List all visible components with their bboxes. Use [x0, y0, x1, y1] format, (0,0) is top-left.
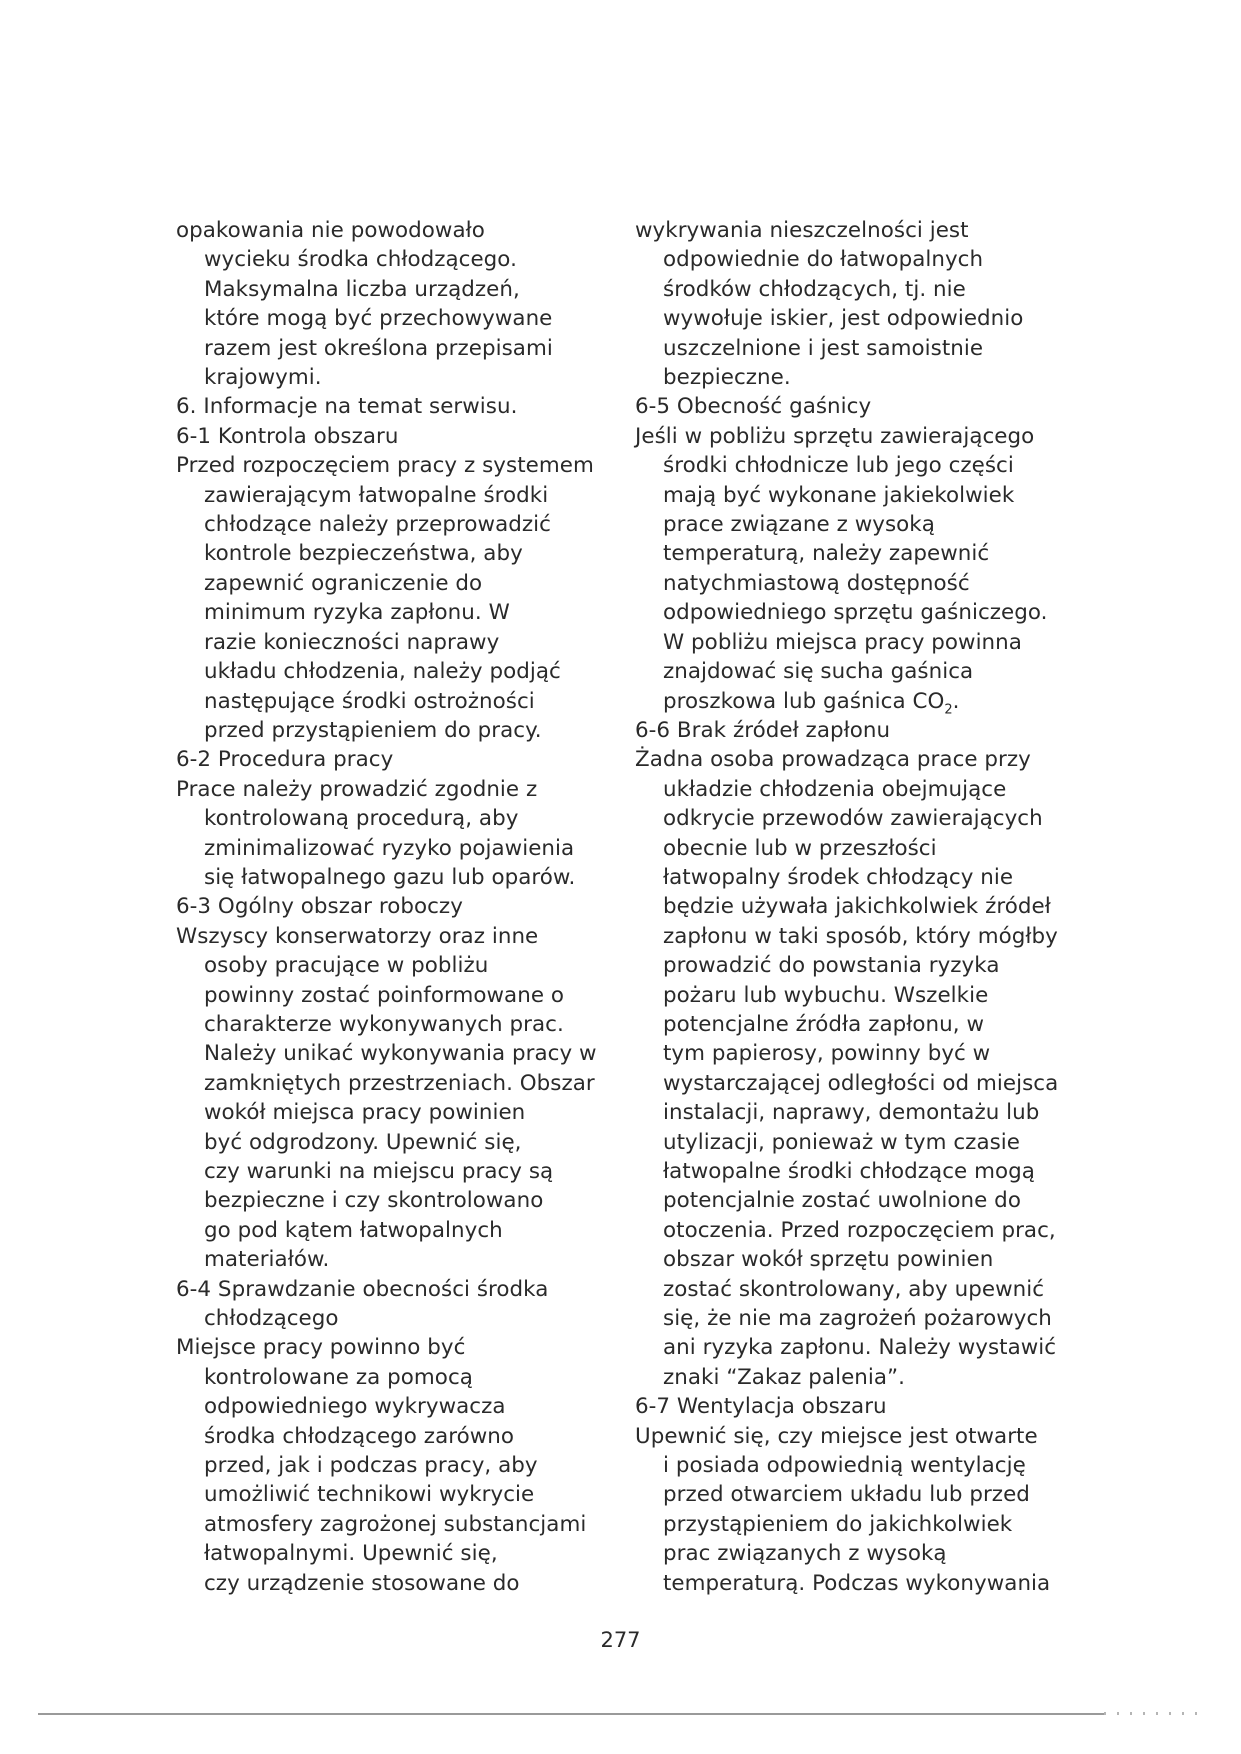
- paragraph: Przed rozpoczęciem pracy z systemem zawierającym łatwopalne środki chłodzące należy przeprowadzić kontrole bezpieczeństwa, aby zapewnić ograniczenie do minimum ryzyka zapłonu. W razie konieczności naprawy układu chłodzenia, należy podjąć następujące środki ostrożności przed przystąpieniem do pracy.: [176, 453, 594, 743]
- section-heading: 6-6 Brak źródeł zapłonu: [635, 717, 891, 743]
- section-heading: 6-4 Sprawdzanie obecności środka chłodzącego: [176, 1276, 549, 1332]
- paragraph-text: Jeśli w pobliżu sprzętu zawierającego środki chłodnicze lub jego części mają być wykonane jakiekolwiek prace związane z wysoką temperaturą, należy zapewnić natychmiastową dostępność odpowiedniego sprzętu gaśniczego. W pobliżu miejsca pracy powinna znajdować się sucha gaśnica proszkowa lub gaśnica CO: [635, 423, 1048, 714]
- footer-divider: [38, 1713, 1104, 1715]
- page-number: 277: [600, 1628, 641, 1652]
- paragraph: Żadna osoba prowadząca prace przy układzie chłodzenia obejmujące odkrycie przewodów zawierających obecnie lub w przeszłości łatwopalny środek chłodzący nie będzie używała jakichkolwiek źródeł zapłonu w taki sposób, który mógłby prowadzić do powstania ryzyka pożaru lub wybuchu. Wszelkie potencjalne źródła zapłonu, w tym papierosy, powinny być w wystarczającej odległości od miejsca instalacji, naprawy, demontażu lub utylizacji, ponieważ w tym czasie łatwopalne środki chłodzące mogą potencjalnie zostać uwolnione do otoczenia. Przed rozpoczęciem prac, obszar wokół sprzętu powinien zostać skontrolowany, aby upewnić się, że nie ma zagrożeń pożarowych ani ryzyka zapłonu. Należy wystawić znaki “Zakaz palenia”.: [635, 747, 1059, 1390]
- left-column: [176, 216, 620, 1598]
- section-heading: 6-2 Procedura pracy: [176, 747, 394, 773]
- paragraph: Wszyscy konserwatorzy oraz inne osoby pracujące w pobliżu powinny zostać poinformowane o charakterze wykonywanych prac. Należy unikać wykonywania pracy w zamkniętych przestrzeniach. Obszar wokół miejsca pracy powinien być odgrodzony. Upewnić się, czy warunki na miejscu pracy są bezpieczne i czy skontrolowano go pod kątem łatwopalnych materiałów.: [176, 923, 597, 1273]
- section-heading: 6-3 Ogólny obszar roboczy: [176, 894, 463, 920]
- footer-divider-dots: [1104, 1712, 1200, 1715]
- section-heading: 6-1 Kontrola obszaru: [176, 423, 399, 449]
- paragraph: opakowania nie powodowało wycieku środka chłodzącego. Maksymalna liczba urządzeń, które mogą być przechowywane razem jest określona przepisami krajowymi.: [176, 218, 553, 391]
- paragraph-end: .: [952, 688, 960, 714]
- paragraph: Upewnić się, czy miejsce jest otwarte i posiada odpowiednią wentylację przed otwarciem układu lub przed przystąpieniem do jakichkolwiek prac związanych z wysoką temperaturą. Podczas wykonywania: [635, 1423, 1051, 1596]
- section-heading: 6-5 Obecność gaśnicy: [635, 394, 872, 420]
- paragraph: [635, 422, 1085, 716]
- paragraph: Prace należy prowadzić zgodnie z kontrolowaną procedurą, aby zminimalizować ryzyko pojawienia się łatwopalnego gazu lub oparów.: [176, 776, 576, 890]
- section-heading: 6-7 Wentylacja obszaru: [635, 1394, 887, 1420]
- subscript: 2: [944, 701, 953, 717]
- right-column: [635, 216, 1085, 1598]
- paragraph: Miejsce pracy powinno być kontrolowane za pomocą odpowiedniego wykrywacza środka chłodzącego zarówno przed, jak i podczas pracy, aby umożliwić technikowi wykrycie atmosfery zagrożonej substancjami łatwopalnymi. Upewnić się, czy urządzenie stosowane do: [176, 1335, 587, 1596]
- paragraph: wykrywania nieszczelności jest odpowiednie do łatwopalnych środków chłodzących, tj. nie wywołuje iskier, jest odpowiednio uszczelnione i jest samoistnie bezpieczne.: [635, 218, 1024, 391]
- section-heading: 6. Informacje na temat serwisu.: [176, 394, 518, 420]
